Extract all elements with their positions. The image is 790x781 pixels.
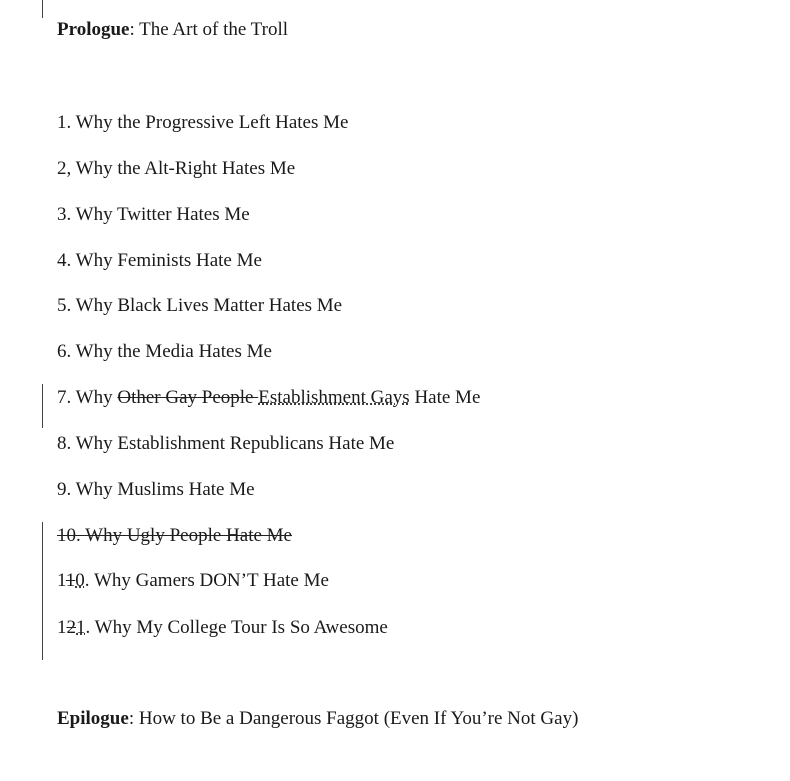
inserted-text: 1 (76, 617, 86, 638)
epilogue-line (57, 709, 578, 728)
chapter-1 (57, 113, 348, 132)
inserted-text: Establishment Gays (258, 387, 410, 408)
prologue-line (57, 20, 288, 39)
change-bar-chapter-7 (42, 384, 43, 428)
chapter-prefix: 1 (57, 617, 67, 638)
chapter-12 (57, 618, 388, 637)
chapter-5 (57, 296, 342, 315)
chapter-text: 2, Why the Alt-Right Hates Me (57, 158, 296, 179)
epilogue-title: : How to Be a Dangerous Faggot (Even If You’re Not Gay) (128, 708, 579, 729)
chapter-text: 9. Why Muslims Hate Me (57, 479, 255, 500)
chapter-prefix: 1 (57, 570, 66, 591)
chapter-prefix: 7. Why (57, 387, 118, 408)
chapter-4 (57, 251, 262, 270)
deleted-text: Other Gay People (117, 387, 259, 408)
chapter-suffix: . Why My College Tour Is So Awesome (85, 617, 388, 638)
epilogue-label: Epilogue (57, 708, 129, 729)
deleted-text: 10. Why Ugly People Hate Me (57, 525, 292, 546)
chapter-10-deleted (57, 526, 292, 545)
change-bar-top (42, 0, 43, 18)
prologue-label: Prologue (57, 19, 130, 40)
prologue-title: : The Art of the Troll (129, 19, 289, 40)
chapter-text: 5. Why Black Lives Matter Hates Me (57, 295, 343, 316)
chapter-6 (57, 342, 272, 361)
deleted-text: 2 (66, 617, 76, 638)
deleted-text: 1 (65, 570, 76, 591)
chapter-text: 6. Why the Media Hates Me (57, 341, 272, 362)
chapter-9 (57, 480, 255, 499)
chapter-suffix: Hate Me (409, 387, 481, 408)
chapter-text: 3. Why Twitter Hates Me (57, 204, 250, 225)
chapter-suffix: . Why Gamers DON’T Hate Me (84, 570, 329, 591)
chapter-8 (57, 434, 394, 453)
chapter-11 (57, 571, 329, 590)
chapter-text: 4. Why Feminists Hate Me (57, 250, 262, 271)
chapter-2 (57, 159, 295, 178)
change-bar-chapters-10-12 (42, 522, 43, 660)
inserted-text: 0 (75, 570, 85, 591)
chapter-3 (57, 205, 250, 224)
chapter-text: 8. Why Establishment Republicans Hate Me (57, 433, 395, 454)
chapter-7 (57, 388, 480, 407)
chapter-text: 1. Why the Progressive Left Hates Me (57, 112, 349, 133)
